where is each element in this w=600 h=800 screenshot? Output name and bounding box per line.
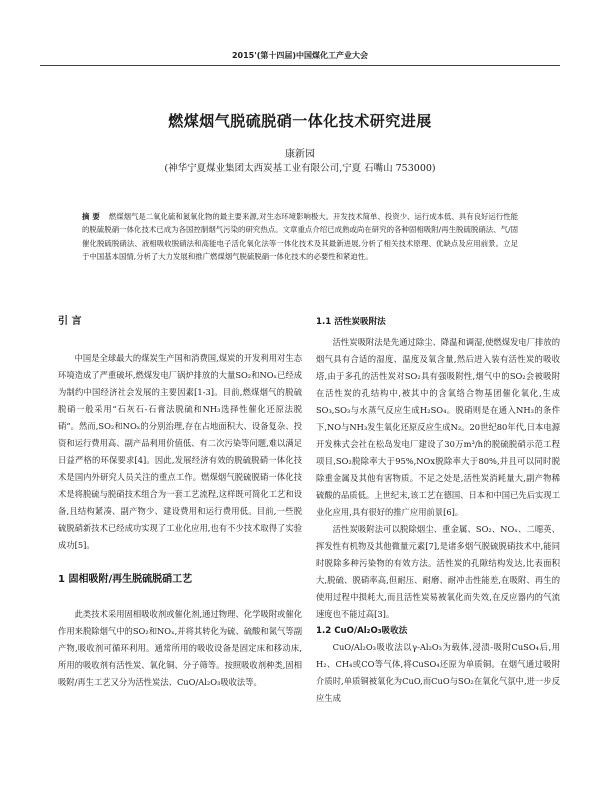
intro-heading: 引 言 (58, 316, 82, 327)
abstract (82, 210, 518, 264)
section-1-paragraph: 此类技术采用固相吸收剂或催化剂,通过物理、化学吸附或催化作用来脱除烟气中的SO₂和NOₓ,并将其转化为硫、硫酸和氮气等副产物,吸收剂可循环利用。通常所用的吸收设备是固定床和移动床,所用的吸收剂有活性炭、氧化铜、分子筛等。按照吸收剂种类,固相吸附/再生工艺又分为活性炭法、CuO/Al₂O₃吸收法等。 (58, 609, 302, 687)
section-1-1-paragraph-2: 活性炭吸附法可以脱除烟尘、重金属、SO₂、NOₓ、二噁英、挥发性有机物及其他微量元素[7],是诸多烟气脱硫脱硝技术中,能同时脱除多种污染物的有效方法。活性炭的孔隙结构发达,比表面积大,脱硫、脱硝率高,但耐压、耐磨、耐冲击性能差,在吸附、再生的使用过程中损耗大,而且活性炭易被氧化而失效,在反应器内的气流速度也不能过高[3]。 (316, 524, 560, 619)
section-1-1-heading: 1.1 活性炭吸附法 (316, 317, 386, 327)
section-1-heading: 1 固相吸附/再生脱硫脱硝工艺 (58, 574, 193, 585)
abstract-label: 摘要 (82, 212, 103, 221)
paper-title: 燃煤烟气脱硫脱硝一体化技术研究进展 (168, 112, 432, 130)
left-column (58, 314, 302, 691)
author-name: 康新园 (285, 149, 315, 160)
section-1-2-paragraph: CuO/Al₂O₃吸收法以γ-Al₂O₃为载体,浸渍-吸附CuSO₄后,用H₂、CH₄或CO等气体,将CuSO₄还原为单质铜。在烟气通过吸附介质时,单质铜被氧化为CuO,而CuO与SO₂在氧化气氛中,进一步反应生成 (316, 642, 560, 703)
abstract-text: 燃煤烟气是二氧化硫和氮氧化物的最主要来源,对生态环境影响极大。开发技术简单、投资少、运行成本低、具有良好运行性能的脱硫脱硝一体化技术已成为各国控制烟气污染的研究热点。文章重点介绍已成熟或尚在研究的各种固相吸附/再生脱硫脱硝法、气/固催化脱硫脱硝法、液相吸收脱硝法和高能电子活化氧化法等一体化技术及其最新进展,分析了相关技术原理、优缺点及应用前景。立足于中国基本国情,分析了大力发展和推广燃煤烟气脱硫脱硝一体化技术的必要性和紧迫性。 (82, 212, 518, 262)
intro-paragraph: 中国是全球最大的煤炭生产国和消费国,煤炭的开发利用对生态环境造成了严重破坏,燃煤发电厂锅炉排放的大量SO₂和NOₓ已经成为制约中国经济社会发展的主要因素[1-3]。目前,燃煤烟气的脱硫脱硝一般采用“石灰石-石膏法脱硫和NH₃选择性催化还原法脱硝”。然而,SO₂和NOₓ的分别治理,存在占地面积大、设备复杂、投资和运行费用高、副产品利用价值低、有二次污染等问题,难以满足日益严格的环保要求[4]。因此,发展经济有效的脱硫脱硝一体化技术是国内外研究人员关注的重点工作。燃煤烟气脱硫脱硝一体化技术是将脱硫与脱硝技术组合为一套工艺流程,这样既可简化工艺和设备,且结构紧凑、副产物少、建设费用和运行费用低。目前,一些脱硫脱硝新技术已经成功实现了工业化应用,也有不少技术取得了实验成功[5]。 (58, 353, 302, 550)
header-rule (40, 65, 560, 66)
running-header: 2015'(第十四届)中国煤化工产业大会 (231, 51, 369, 60)
section-1-2-heading: 1.2 CuO/Al₂O₃吸收法 (316, 626, 408, 636)
section-1-1-paragraph-1: 活性炭吸附法是先通过除尘、降温和调湿,使燃煤发电厂排放的烟气具有合适的湿度、温度及氧含量,然后进入装有活性炭的吸收塔,由于多孔的活性炭对SO₂具有强吸附性,烟气中的SO₂会被吸附在活性炭的孔结构中,被其中的含氧络合物基团催化氧化,生成SO₃,SO₃与水蒸气反应生成H₂SO₄。脱硝则是在通入NH₃的条件下,NO与NH₃发生氧化还原反应生成N₂。20世纪80年代,日本电源开发株式会社在松岛发电厂建设了30万m³/h的脱硫脱硝示范工程项目,SO₂脱除率大于95%,NOx脱除率大于80%,并且可以同时脱除重金属及其他有害物质。不足之处是,活性炭消耗量大,副产物稀硫酸的品质低。上世纪末,该工艺在德国、日本和中国已先后实现工业化应用,具有很好的推广应用前景[6]。 (316, 337, 560, 517)
author-affiliation: (神华宁夏煤业集团太西炭基工业有限公司,宁夏 石嘴山 753000) (164, 163, 436, 174)
right-column (316, 314, 560, 707)
